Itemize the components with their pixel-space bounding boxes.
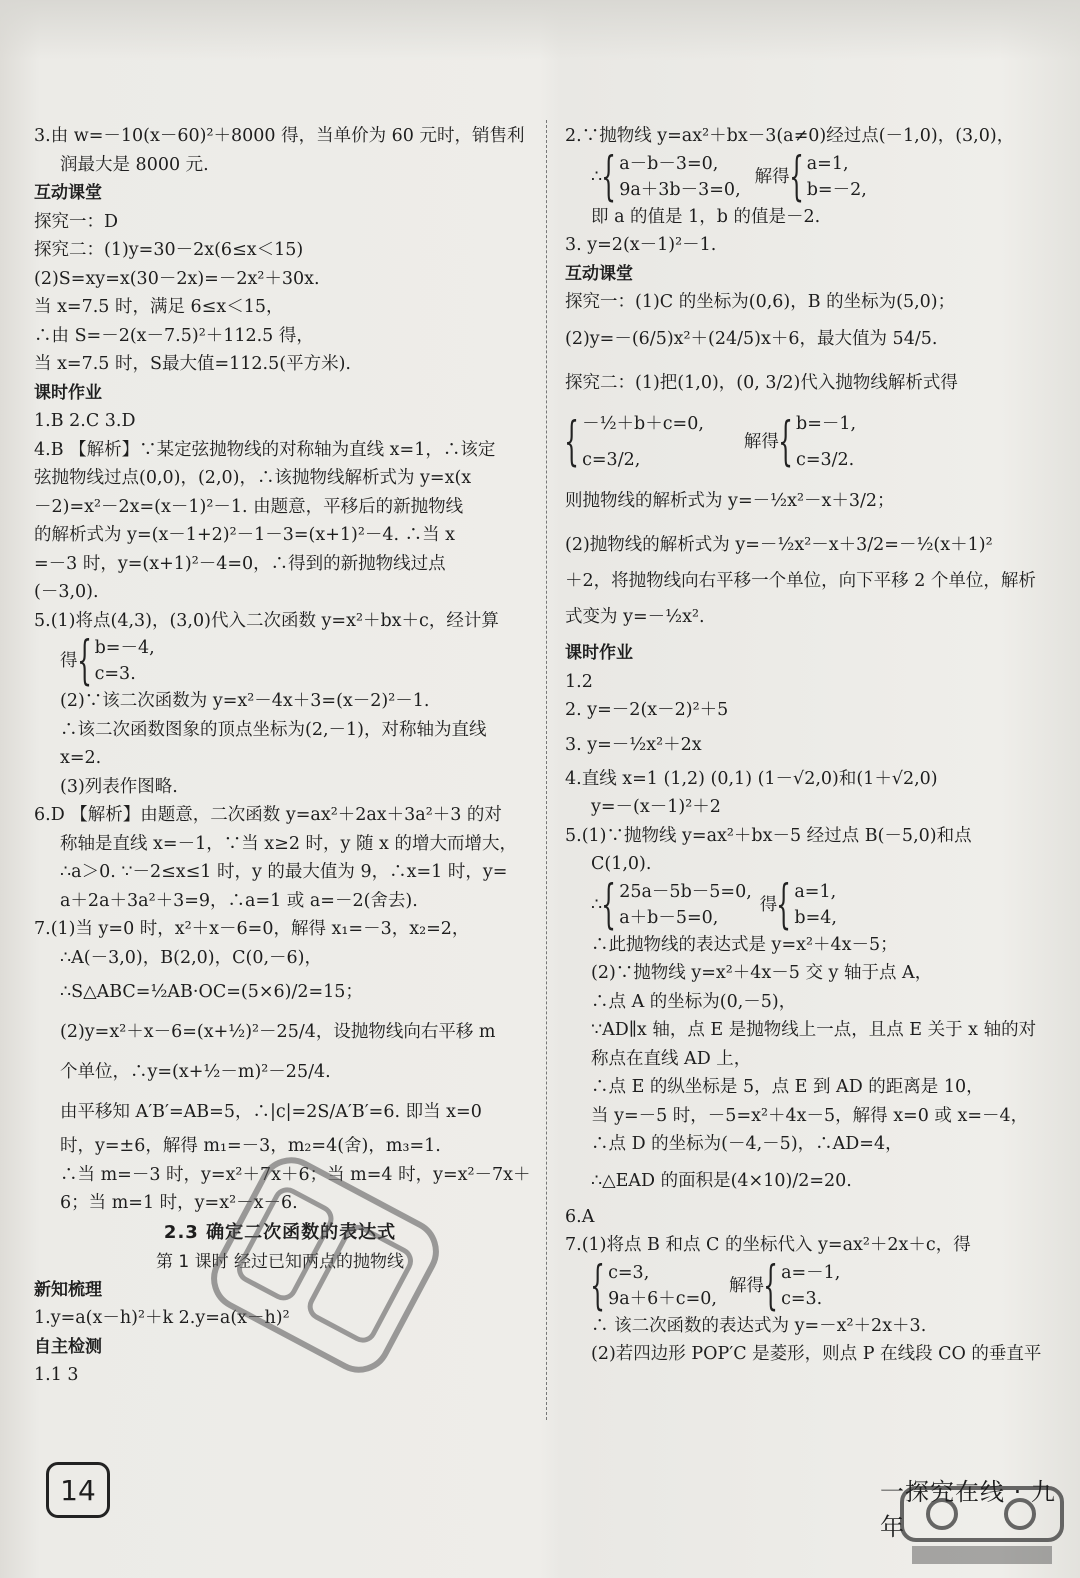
text-line: 探究二：(1)把(1,0)，(0, 3/2)代入抛物线解析式得 (565, 372, 958, 393)
text-line: 称点在直线 AD 上， (591, 1048, 752, 1069)
section-heading: 课时作业 (34, 382, 102, 403)
text-line: ∴点 E 的纵坐标是 5，点 E 到 AD 的距离是 10， (591, 1077, 984, 1097)
text-line: 探究一：D (34, 211, 119, 232)
system-row: b=4, (794, 907, 837, 928)
text-line: 弦抛物线过点(0,0)，(2,0)，∴该抛物线解析式为 y=x(x (34, 468, 472, 488)
section-heading: 互动课堂 (565, 263, 633, 284)
text-line: －2)=x²－2x=(x－1)²－1. 由题意，平移后的新抛物线 (34, 496, 464, 517)
text-line: 1.2 (565, 671, 593, 692)
text-line: 当 y=－5 时，－5=x²＋4x－5，解得 x=0 或 x=－4， (591, 1105, 1029, 1126)
system-connector: 解得 (728, 1275, 764, 1296)
page-number: 14 (46, 1462, 110, 1518)
text-line: 1.B 2.C 3.D (34, 411, 136, 431)
text-line: 探究二：(1)y=30－2x(6≤x＜15) (34, 240, 304, 260)
system-row: b=－2, (806, 179, 867, 200)
brace-icon: { (763, 1255, 778, 1316)
section-heading: 自主检测 (34, 1336, 102, 1357)
system-prefix: ∴ (591, 166, 603, 187)
text-line: 6.A (565, 1206, 595, 1227)
text-line: 时，y=±6，解得 m₁=－3，m₂=4(舍)，m₃=1. (60, 1136, 441, 1156)
section-heading: 课时作业 (565, 643, 633, 663)
system-row: a=－1, (781, 1262, 841, 1283)
text-line: C(1,0). (591, 854, 652, 874)
text-line: 7.(1)当 y=0 时，x²＋x－6=0，解得 x₁=－3，x₂=2， (34, 919, 470, 939)
text-line: 1.y=a(x－h)²＋k 2.y=a(x－h)² (34, 1308, 290, 1328)
system-row: a－b－3=0, (619, 153, 719, 174)
text-line: 3. y=2(x－1)²－1. (565, 235, 717, 255)
text-line: (2)若四边形 POP′C 是菱形，则点 P 在线段 CO 的垂直平 (591, 1344, 1042, 1364)
footer-series-title: 一探究在线 · 九年 (880, 1478, 1056, 1541)
text-line: 润最大是 8000 元. (60, 154, 209, 175)
system-connector: 得 (759, 894, 778, 915)
text-line: 则抛物线的解析式为 y=－½x²－x＋3/2； (565, 490, 895, 511)
brace-icon: { (601, 146, 617, 207)
system-row: b=－4, (94, 638, 155, 658)
text-line: ∴S△ABC=½AB·OC=(5×6)/2=15； (60, 982, 363, 1002)
system-row: c=3. (781, 1288, 823, 1309)
brace-icon: { (76, 631, 92, 691)
text-line: (2)y=－(6/5)x²＋(24/5)x＋6，最大值为 54/5. (565, 328, 938, 349)
text-line: ∴点 A 的坐标为(0,－5)， (591, 991, 797, 1012)
text-line: ∴当 m=－3 时，y=x²＋7x＋6；当 m=4 时，y=x²－7x＋ (60, 1164, 531, 1185)
text-line: ∴A(－3,0)，B(2,0)，C(0,－6)， (60, 947, 322, 968)
text-line: ∴由 S=－2(x－7.5)²＋112.5 得， (34, 325, 314, 346)
right-column (565, 122, 1051, 1369)
text-line: ∴a＞0. ∵－2≤x≤1 时，y 的最大值为 9，∴x=1 时，y= (60, 862, 508, 882)
text-line: 由平移知 A′B′=AB=5，∴|c|=2S/A′B′=6. 即当 x=0 (60, 1102, 482, 1122)
text-line: 5.(1)将点(4,3)，(3,0)代入二次函数 y=x²＋bx＋c，经计算 (34, 610, 499, 631)
text-line: 1.1 3 (34, 1365, 79, 1385)
equation-system (565, 146, 1051, 207)
system-row: －½＋b＋c=0, (582, 413, 704, 434)
text-line: 6；当 m=1 时，y=x²－x－6. (60, 1193, 298, 1213)
brace-icon: { (564, 411, 579, 472)
brace-icon: { (788, 146, 804, 207)
text-line: (3)列表作图略. (60, 776, 178, 797)
text-line: 个单位，∴y=(x+½－m)²－25/4. (60, 1062, 331, 1082)
text-line: 当 x=7.5 时，满足 6≤x＜15， (34, 297, 284, 317)
text-line: 5.(1)∵抛物线 y=ax²＋bx－5 经过点 B(－5,0)和点 (565, 825, 972, 846)
text-line: 探究一：(1)C 的坐标为(0,6)，B 的坐标为(5,0)； (565, 292, 956, 312)
text-line: a＋2a＋3a²＋3=9，∴a=1 或 a=－2(舍去). (60, 890, 418, 911)
text-line: (2)S=xy=x(30－2x)=－2x²＋30x. (34, 268, 320, 289)
text-line: 6.D 【解析】由题意，二次函数 y=ax²＋2ax＋3a²＋3 的对 (34, 805, 502, 825)
brace-icon: { (778, 411, 793, 472)
system-row: 9a＋6＋c=0, (608, 1288, 717, 1309)
equation-system (34, 631, 526, 691)
text-line: ∴该二次函数图象的顶点坐标为(2,－1)，对称轴为直线 (60, 719, 487, 740)
text-line: 3. y=－½x²＋2x (565, 734, 702, 755)
equation-system (565, 874, 1051, 935)
text-line: y=－(x－1)²＋2 (591, 797, 721, 817)
system-row: 25a－5b－5=0, (619, 881, 752, 902)
system-row: a=1, (806, 153, 849, 174)
system-row: 9a＋3b－3=0, (619, 179, 741, 200)
equation-system (565, 411, 1051, 473)
equation-system (565, 1255, 1051, 1316)
brace-icon: { (776, 874, 792, 935)
system-connector: 解得 (754, 166, 790, 187)
brace-icon: { (601, 874, 617, 935)
brace-icon: { (590, 1255, 605, 1316)
text-line: (2)抛物线的解析式为 y=－½x²－x＋3/2=－½(x＋1)² (565, 534, 993, 555)
column-divider (546, 120, 547, 1420)
system-prefix: 得 (60, 651, 78, 671)
text-line: ∴△EAD 的面积是(4×10)/2=20. (591, 1170, 852, 1191)
text-line: ＋2，将抛物线向右平移一个单位，向下平移 2 个单位，解析 (565, 570, 1036, 591)
system-connector: 解得 (743, 431, 779, 452)
text-line: (2)y=x²＋x－6=(x+½)²－25/4，设抛物线向右平移 m (60, 1022, 496, 1042)
text-line: 式变为 y=－½x². (565, 607, 705, 627)
text-line: 称轴是直线 x=－1，∵当 x≥2 时，y 随 x 的增大而增大， (60, 833, 517, 854)
text-line: =－3 时，y=(x+1)²－4=0，∴得到的新抛物线过点 (34, 553, 446, 574)
text-line: ∵AD∥x 轴，点 E 是抛物线上一点，且点 E 关于 x 轴的对 (591, 1020, 1037, 1040)
left-column (34, 122, 531, 1390)
text-line: x=2. (60, 748, 102, 768)
system-row: a=1, (794, 881, 837, 902)
text-line: ∴点 D 的坐标为(－4,－5)，∴AD=4， (591, 1134, 903, 1154)
text-line: 3.由 w=－10(x－60)²＋8000 得，当单价为 60 元时，销售利 (34, 126, 525, 146)
text-line: (－3,0). (34, 582, 99, 602)
text-line: (2)∵该二次函数为 y=x²－4x＋3=(x－2)²－1. (60, 691, 430, 711)
text-line: 当 x=7.5 时，S最大值=112.5(平方米). (34, 354, 351, 374)
text-line: 4.B 【解析】∵某定弦抛物线的对称轴为直线 x=1，∴该定 (34, 439, 496, 460)
system-row: c=3, (608, 1262, 650, 1283)
text-line: ∴此抛物线的表达式是 y=x²＋4x－5； (591, 934, 898, 955)
section-heading: 新知梳理 (34, 1279, 102, 1300)
text-line: 2.∵抛物线 y=ax²＋bx－3(a≠0)经过点(－1,0)，(3,0)， (565, 126, 1015, 146)
text-line: 4.直线 x=1 (1,2) (0,1) (1－√2,0)和(1＋√2,0) (565, 768, 938, 789)
system-prefix: ∴ (591, 894, 603, 915)
text-line: ∴ 该二次函数的表达式为 y=－x²＋2x＋3. (591, 1315, 927, 1336)
lesson-title: 第 1 课时 经过已知两点的抛物线 (155, 1251, 405, 1272)
text-line: 即 a 的值是 1，b 的值是－2. (591, 206, 821, 227)
text-line: 2. y=－2(x－2)²＋5 (565, 700, 729, 720)
system-row: a＋b－5=0, (619, 907, 719, 928)
section-title: 2.3 确定二次函数的表达式 (163, 1221, 397, 1243)
section-heading: 互动课堂 (34, 183, 102, 203)
system-row: c=3. (94, 664, 136, 684)
system-row: c=3/2. (796, 449, 855, 470)
scan-shadow (0, 0, 1080, 60)
text-line: 的解析式为 y=(x－1+2)²－1－3=(x+1)²－4. ∴当 x (34, 525, 456, 545)
system-row: c=3/2, (582, 449, 641, 470)
text-line: 7.(1)将点 B 和点 C 的坐标代入 y=ax²＋2x＋c，得 (565, 1235, 971, 1255)
text-line: (2)∵抛物线 y=x²＋4x－5 交 y 轴于点 A， (591, 963, 933, 983)
system-row: b=－1, (796, 413, 857, 434)
